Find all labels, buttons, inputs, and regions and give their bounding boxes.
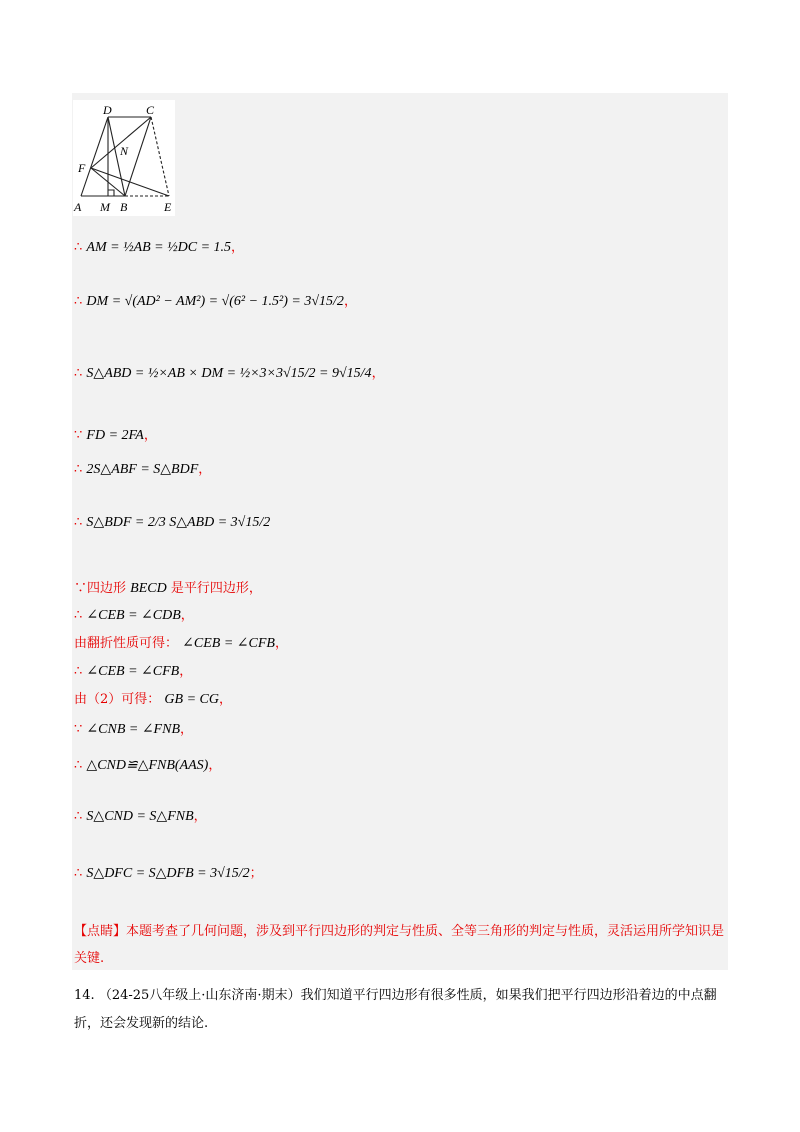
formula: ∠CEB = ∠CFB xyxy=(182,636,275,651)
step-5 xyxy=(74,458,211,478)
step-2 xyxy=(74,290,357,310)
label-b: B xyxy=(120,200,128,214)
because-symbol: ∵ xyxy=(74,428,83,443)
punct: ； xyxy=(249,866,263,881)
because-symbol: ∵ xyxy=(74,581,88,596)
formula: BECD xyxy=(130,581,167,596)
question-14 xyxy=(74,982,734,1038)
geometry-figure xyxy=(73,100,175,216)
question-number: 14. xyxy=(74,988,95,1003)
label-e: E xyxy=(164,200,172,214)
label-f: F xyxy=(78,161,86,175)
formula: S△CND = S△FNB xyxy=(86,809,194,824)
step-11 xyxy=(74,688,232,708)
step-4 xyxy=(74,424,157,444)
text: 是平行四边形， xyxy=(170,581,262,596)
step-3 xyxy=(74,362,385,382)
because-symbol: ∵ xyxy=(74,722,83,737)
label-m: M xyxy=(100,200,110,214)
formula: S△DFC = S△DFB = 3√15/2 xyxy=(86,866,250,881)
text: 四边形 xyxy=(87,581,127,596)
step-1 xyxy=(74,236,244,256)
label-n: N xyxy=(120,144,129,158)
text: 由翻折性质可得： xyxy=(74,636,179,651)
step-9 xyxy=(74,632,288,652)
therefore-symbol: ∴ xyxy=(74,515,83,530)
label-a: A xyxy=(74,200,82,214)
formula: 2S△ABF = S△BDF xyxy=(86,462,199,477)
question-text: （24-25八年级上·山东济南·期末）我们知道平行四边形有很多性质，如果我们把平行四边形沿着边的中点翻折，还会发现新的结论. xyxy=(74,988,717,1031)
therefore-symbol: ∴ xyxy=(74,664,83,679)
step-10 xyxy=(74,660,192,680)
therefore-symbol: ∴ xyxy=(74,608,83,623)
formula: GB = CG xyxy=(164,692,219,707)
punct: ， xyxy=(198,462,212,477)
therefore-symbol: ∴ xyxy=(74,809,83,824)
therefore-symbol: ∴ xyxy=(74,366,83,381)
edge-cb xyxy=(125,117,151,196)
solution-background xyxy=(72,93,728,970)
punct: ， xyxy=(371,366,385,381)
key-point-note xyxy=(74,918,726,972)
step-8 xyxy=(74,604,194,624)
punct: ， xyxy=(180,722,194,737)
formula: △CND≌△FNB(AAS) xyxy=(86,758,209,773)
formula: ∠CEB = ∠CDB xyxy=(86,608,181,623)
edge-ce xyxy=(151,117,169,196)
therefore-symbol: ∴ xyxy=(74,866,83,881)
punct: ， xyxy=(143,428,157,443)
right-angle-mark xyxy=(108,190,114,196)
segment-fe xyxy=(91,168,169,196)
formula: S△ABD = ½×AB × DM = ½×3×3√15/2 = 9√15/4 xyxy=(86,366,372,381)
therefore-symbol: ∴ xyxy=(74,240,83,255)
segment-fc xyxy=(91,117,151,168)
parallelogram-diagram xyxy=(73,100,175,216)
punct: ， xyxy=(343,294,357,309)
punct: ， xyxy=(208,758,222,773)
note-heading: 【点睛】 xyxy=(74,924,127,939)
punct: ， xyxy=(179,664,193,679)
step-7 xyxy=(74,577,262,597)
formula: ∠CNB = ∠FNB xyxy=(86,722,180,737)
therefore-symbol: ∴ xyxy=(74,462,83,477)
step-15 xyxy=(74,862,263,882)
punct: ， xyxy=(218,692,232,707)
formula: DM = √(AD² − AM²) = √(6² − 1.5²) = 3√15/2 xyxy=(86,294,344,309)
formula: AM = ½AB = ½DC = 1.5 xyxy=(86,240,232,255)
step-13 xyxy=(74,754,221,774)
therefore-symbol: ∴ xyxy=(74,758,83,773)
therefore-symbol: ∴ xyxy=(74,294,83,309)
punct: ， xyxy=(180,608,194,623)
formula: S△BDF = 2/3 S△ABD = 3√15/2 xyxy=(86,515,271,530)
label-c: C xyxy=(146,103,155,117)
text: 由（2）可得： xyxy=(74,692,161,707)
label-d: D xyxy=(103,103,112,117)
formula: ∠CEB = ∠CFB xyxy=(86,664,180,679)
step-6 xyxy=(74,514,270,531)
step-12 xyxy=(74,718,193,738)
punct: ， xyxy=(274,636,288,651)
punct: ， xyxy=(193,809,207,824)
punct: ， xyxy=(231,240,245,255)
formula: FD = 2FA xyxy=(86,428,144,443)
step-14 xyxy=(74,805,207,825)
note-body: 本题考查了几何问题，涉及到平行四边形的判定与性质、全等三角形的判定与性质，灵活运用所学知识是关键. xyxy=(74,924,725,966)
